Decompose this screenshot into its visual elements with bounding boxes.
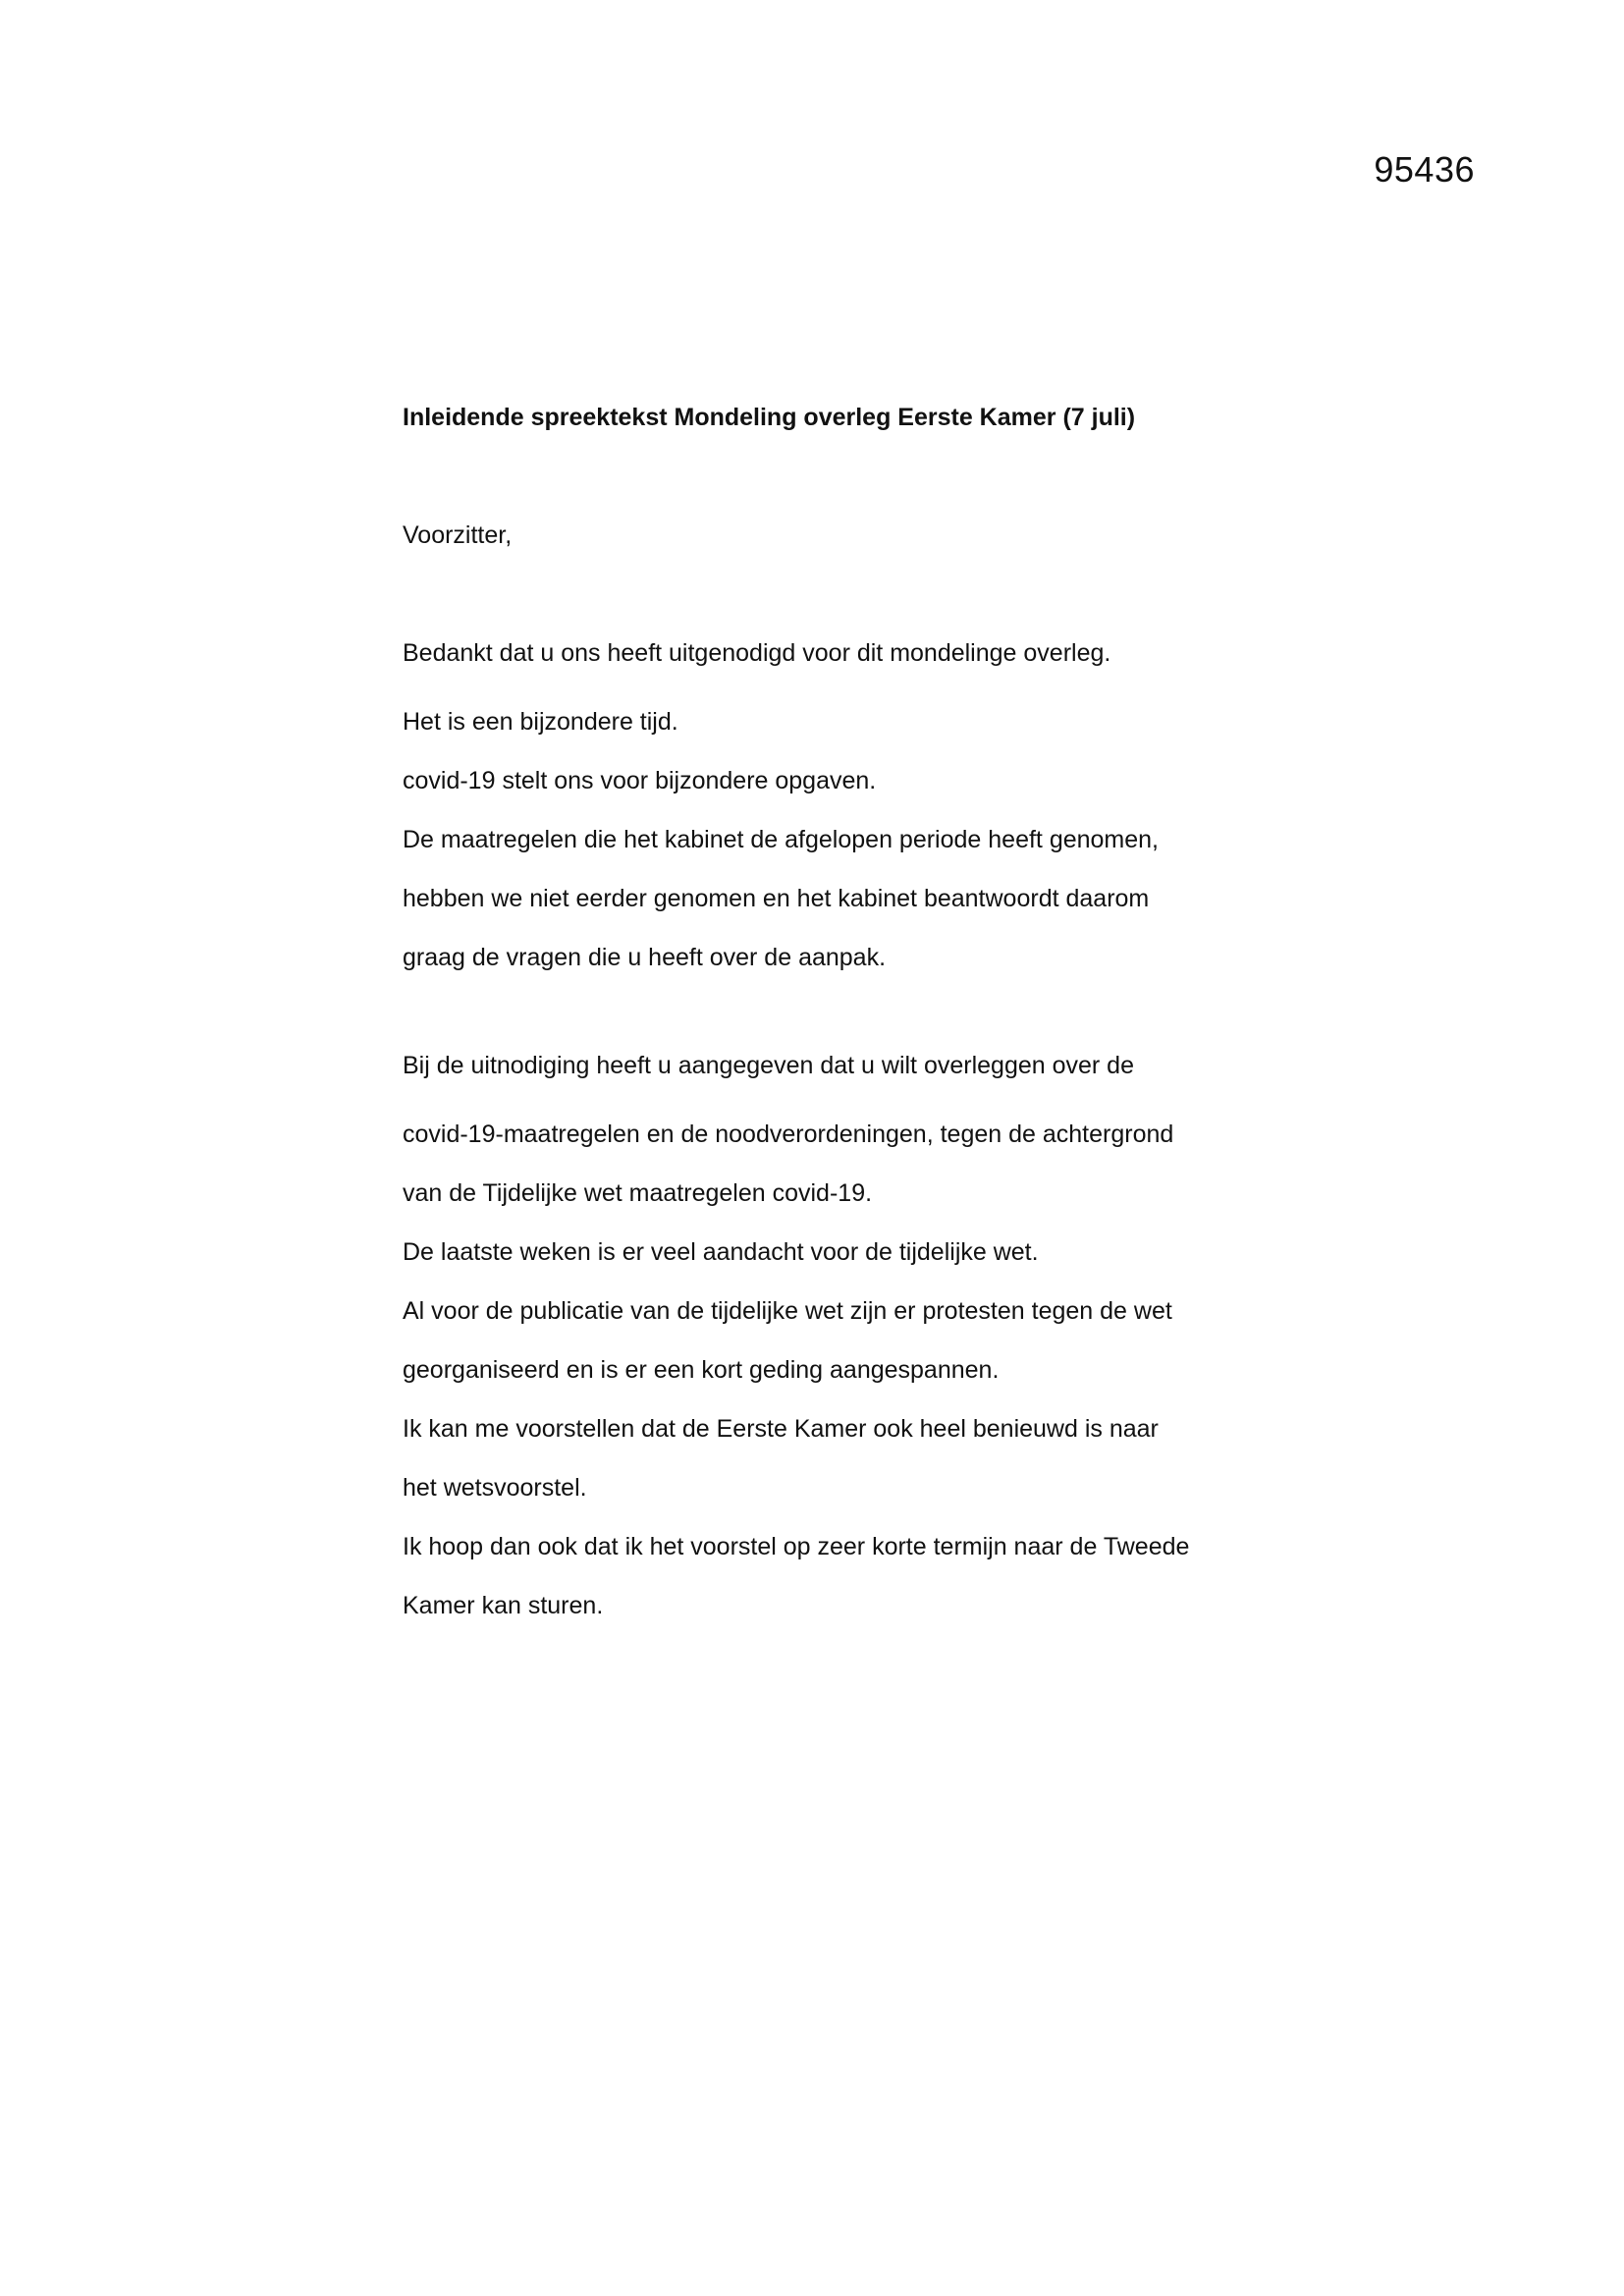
text-line: hebben we niet eerder genomen en het kabinet beantwoordt daarom	[403, 885, 1150, 912]
text-line: Het is een bijzondere tijd.	[403, 708, 678, 736]
text-line: Ik hoop dan ook dat ik het voorstel op zeer korte termijn naar de Tweede	[403, 1533, 1190, 1560]
text-line: Kamer kan sturen.	[403, 1592, 604, 1619]
text-line: georganiseerd en is er een kort geding aangespannen.	[403, 1356, 1000, 1384]
text-line: Al voor de publicatie van de tijdelijke wet zijn er protesten tegen de wet	[403, 1297, 1172, 1325]
document-title: Inleidende spreektekst Mondeling overleg Eerste Kamer (7 juli)	[403, 404, 1136, 431]
text-line: het wetsvoorstel.	[403, 1474, 587, 1502]
text-line: van de Tijdelijke wet maatregelen covid-19.	[403, 1179, 873, 1207]
text-line: covid-19 stelt ons voor bijzondere opgaven.	[403, 767, 877, 794]
text-line: Bedankt dat u ons heeft uitgenodigd voor dit mondelinge overleg.	[403, 639, 1111, 667]
document-number: 95436	[1374, 149, 1475, 190]
document-body	[403, 398, 1267, 1635]
text-line: Ik kan me voorstellen dat de Eerste Kamer ook heel benieuwd is naar	[403, 1415, 1159, 1443]
text-line: Bij de uitnodiging heeft u aangegeven dat u wilt overleggen over de	[403, 1052, 1134, 1079]
paragraph-2	[403, 1046, 1267, 1635]
text-line: De laatste weken is er veel aandacht voor de tijdelijke wet.	[403, 1238, 1039, 1266]
text-line: covid-19-maatregelen en de noodverordeningen, tegen de achtergrond	[403, 1121, 1174, 1148]
text-line: De maatregelen die het kabinet de afgelopen periode heeft genomen,	[403, 826, 1160, 853]
text-line: graag de vragen die u heeft over de aanpak.	[403, 944, 887, 971]
salutation: Voorzitter,	[403, 521, 513, 549]
paragraph-1	[403, 633, 1267, 987]
